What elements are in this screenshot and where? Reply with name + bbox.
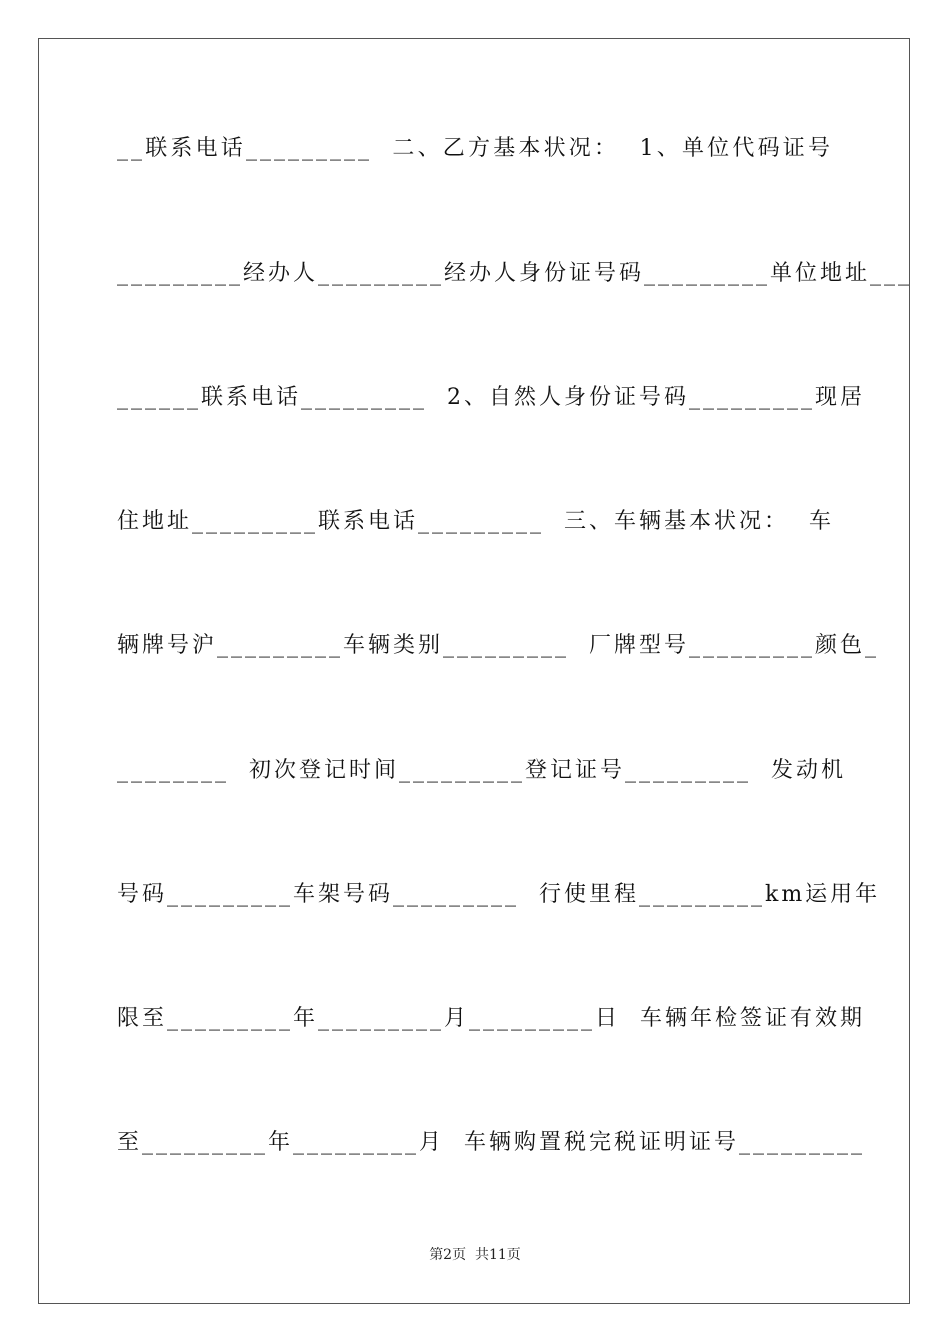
document-line-1: __联系电话_________ 二、乙方基本状况： 1、单位代码证号 xyxy=(117,136,833,161)
document-line-8: 限至_________年_________月_________日 车辆年检签证有效期 xyxy=(117,1006,865,1031)
document-line-4: 住地址_________联系电话_________ 三、车辆基本状况： 车 xyxy=(117,509,834,534)
document-line-6: ________ 初次登记时间_________登记证号_________ 发动机 xyxy=(117,758,846,783)
document-line-7: 号码_________车架号码_________ 行使里程_________km运用年 xyxy=(117,882,881,907)
page-border xyxy=(38,38,913,1304)
document-line-5: 辆牌号沪_________车辆类别_________ 厂牌型号_________颜色_ xyxy=(117,633,879,658)
document-line-2: _________经办人_________经办人身份证号码_________单位地址___ xyxy=(117,261,913,286)
document-line-3: ______联系电话_________ 2、自然人身份证号码_________现居 xyxy=(117,385,865,410)
document-line-9: 至_________年_________月 车辆购置税完税证明证号_________ xyxy=(117,1130,865,1155)
page-number-footer: 第2页 共11页 xyxy=(429,1247,521,1263)
